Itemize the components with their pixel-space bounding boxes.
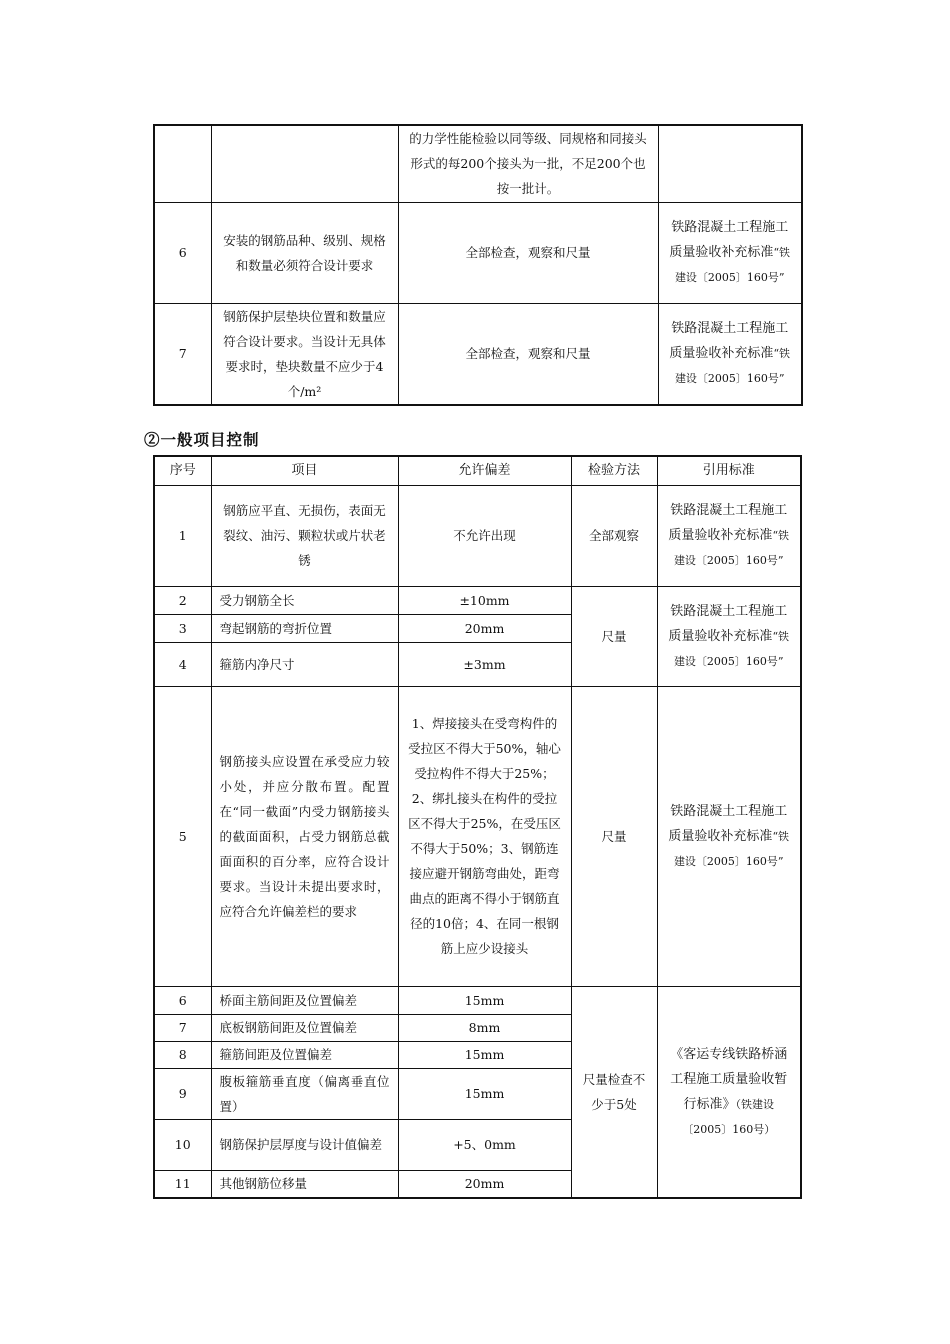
- row-method: 全部检查，观察和尺量: [398, 303, 658, 405]
- row-item: 钢筋应平直、无损伤，表面无裂纹、油污、颗粒状或片状老锈: [211, 485, 398, 586]
- row-number: 3: [154, 614, 211, 642]
- standard-code: “铁建设〔2005〕160号”: [673, 529, 790, 567]
- row-number: 6: [154, 202, 211, 303]
- row-tolerance: 8mm: [398, 1014, 571, 1041]
- main-control-table-continued: [153, 124, 803, 406]
- row-number: 7: [154, 303, 211, 405]
- header-standard: 引用标准: [657, 456, 801, 485]
- row-number: 2: [154, 586, 211, 614]
- group-standard: [657, 586, 801, 686]
- row-number: 4: [154, 642, 211, 686]
- table-row: [154, 202, 802, 303]
- row-standard: [658, 303, 802, 405]
- header-method: 检验方法: [571, 456, 657, 485]
- row-item: 底板钢筋间距及位置偏差: [211, 1014, 398, 1041]
- row-standard: [658, 202, 802, 303]
- row-method: 全部观察: [571, 485, 657, 586]
- row-tolerance: 15mm: [398, 1041, 571, 1068]
- table-row: [154, 986, 801, 1014]
- row-item: [211, 125, 398, 202]
- row-item: 弯起钢筋的弯折位置: [211, 614, 398, 642]
- table-row: [154, 686, 801, 986]
- row-number: 8: [154, 1041, 211, 1068]
- row-method: 全部检查，观察和尺量: [398, 202, 658, 303]
- standard-title: 铁路混凝土工程施工质量验收补充标准: [669, 321, 789, 361]
- row-item: 钢筋接头应设置在承受应力较小处，并应分散布置。配置在“同一截面”内受力钢筋接头的截面面积，占受力钢筋总截面面积的百分率，应符合设计要求。当设计未提出要求时，应符合允许偏差栏的要求: [211, 686, 398, 986]
- row-number: 1: [154, 485, 211, 586]
- row-standard: [657, 485, 801, 586]
- row-number: 7: [154, 1014, 211, 1041]
- table-row: [154, 303, 802, 405]
- standard-code: “铁建设〔2005〕160号”: [673, 629, 790, 668]
- row-number: 11: [154, 1170, 211, 1198]
- row-item: 安装的钢筋品种、级别、规格和数量必须符合设计要求: [211, 202, 398, 303]
- group-standard: [657, 986, 801, 1198]
- header-item: 项目: [211, 456, 398, 485]
- row-item: 钢筋保护层厚度与设计值偏差: [211, 1119, 398, 1170]
- row-tolerance: 1、焊接接头在受弯构件的受拉区不得大于50%，轴心受拉构件不得大于25%；2、绑扎接头在构件的受拉区不得大于25%，在受压区不得大于50%；3、钢筋连接应避开钢筋弯曲处，距弯曲点的距离不得小于钢筋直径的10倍；4、在同一根钢筋上应少设接头: [398, 686, 571, 986]
- standard-code: “铁建设〔2005〕160号”: [674, 246, 791, 284]
- row-number: 9: [154, 1068, 211, 1119]
- row-number: 10: [154, 1119, 211, 1170]
- standard-code: “铁建设〔2005〕160号”: [673, 829, 790, 868]
- row-tolerance: 不允许出现: [398, 485, 571, 586]
- row-item: 箍筋内净尺寸: [211, 642, 398, 686]
- row-method: 尺量: [571, 686, 657, 986]
- row-tolerance: ±3mm: [398, 642, 571, 686]
- row-item: 腹板箍筋垂直度（偏离垂直位置）: [211, 1068, 398, 1119]
- row-item: 其他钢筋位移量: [211, 1170, 398, 1198]
- standard-title: 铁路混凝土工程施工质量验收补充标准: [669, 220, 789, 260]
- row-tolerance: ±10mm: [398, 586, 571, 614]
- group-method: 尺量: [571, 586, 657, 686]
- row-number: [154, 125, 211, 202]
- table-row: [154, 125, 802, 202]
- row-standard: [658, 125, 802, 202]
- row-number: 6: [154, 986, 211, 1014]
- general-control-table: [153, 455, 802, 1199]
- standard-title: 铁路混凝土工程施工质量验收补充标准: [668, 803, 788, 844]
- standard-title: 铁路混凝土工程施工质量验收补充标准: [668, 603, 788, 644]
- table-row: [154, 485, 801, 586]
- table-row: [154, 586, 801, 614]
- header-tolerance: 允许偏差: [398, 456, 571, 485]
- table-header-row: [154, 456, 801, 485]
- standard-title: 《客运专线铁路桥涵工程施工质量验收暂行标准》: [670, 1046, 788, 1112]
- row-tolerance: 20mm: [398, 614, 571, 642]
- row-tolerance: 15mm: [398, 1068, 571, 1119]
- row-item: 钢筋保护层垫块位置和数量应符合设计要求。当设计无具体要求时，垫块数量不应少于4个/m²: [211, 303, 398, 405]
- standard-title: 铁路混凝土工程施工质量验收补充标准: [668, 503, 788, 543]
- row-standard: [657, 686, 801, 986]
- header-number: 序号: [154, 456, 211, 485]
- row-method: 的力学性能检验以同等级、同规格和同接头形式的每200个接头为一批，不足200个也按一批计。: [398, 125, 658, 202]
- row-tolerance: 20mm: [398, 1170, 571, 1198]
- section-heading: ②一般项目控制: [144, 430, 260, 449]
- row-item: 箍筋间距及位置偏差: [211, 1041, 398, 1068]
- row-tolerance: 15mm: [398, 986, 571, 1014]
- standard-code: “铁建设〔2005〕160号”: [674, 347, 791, 385]
- row-number: 5: [154, 686, 211, 986]
- row-tolerance: +5、0mm: [398, 1119, 571, 1170]
- row-item: 受力钢筋全长: [211, 586, 398, 614]
- standard-code: （铁建设〔2005〕160号）: [682, 1097, 776, 1136]
- row-item: 桥面主筋间距及位置偏差: [211, 986, 398, 1014]
- group-method: 尺量检查不少于5处: [571, 986, 657, 1198]
